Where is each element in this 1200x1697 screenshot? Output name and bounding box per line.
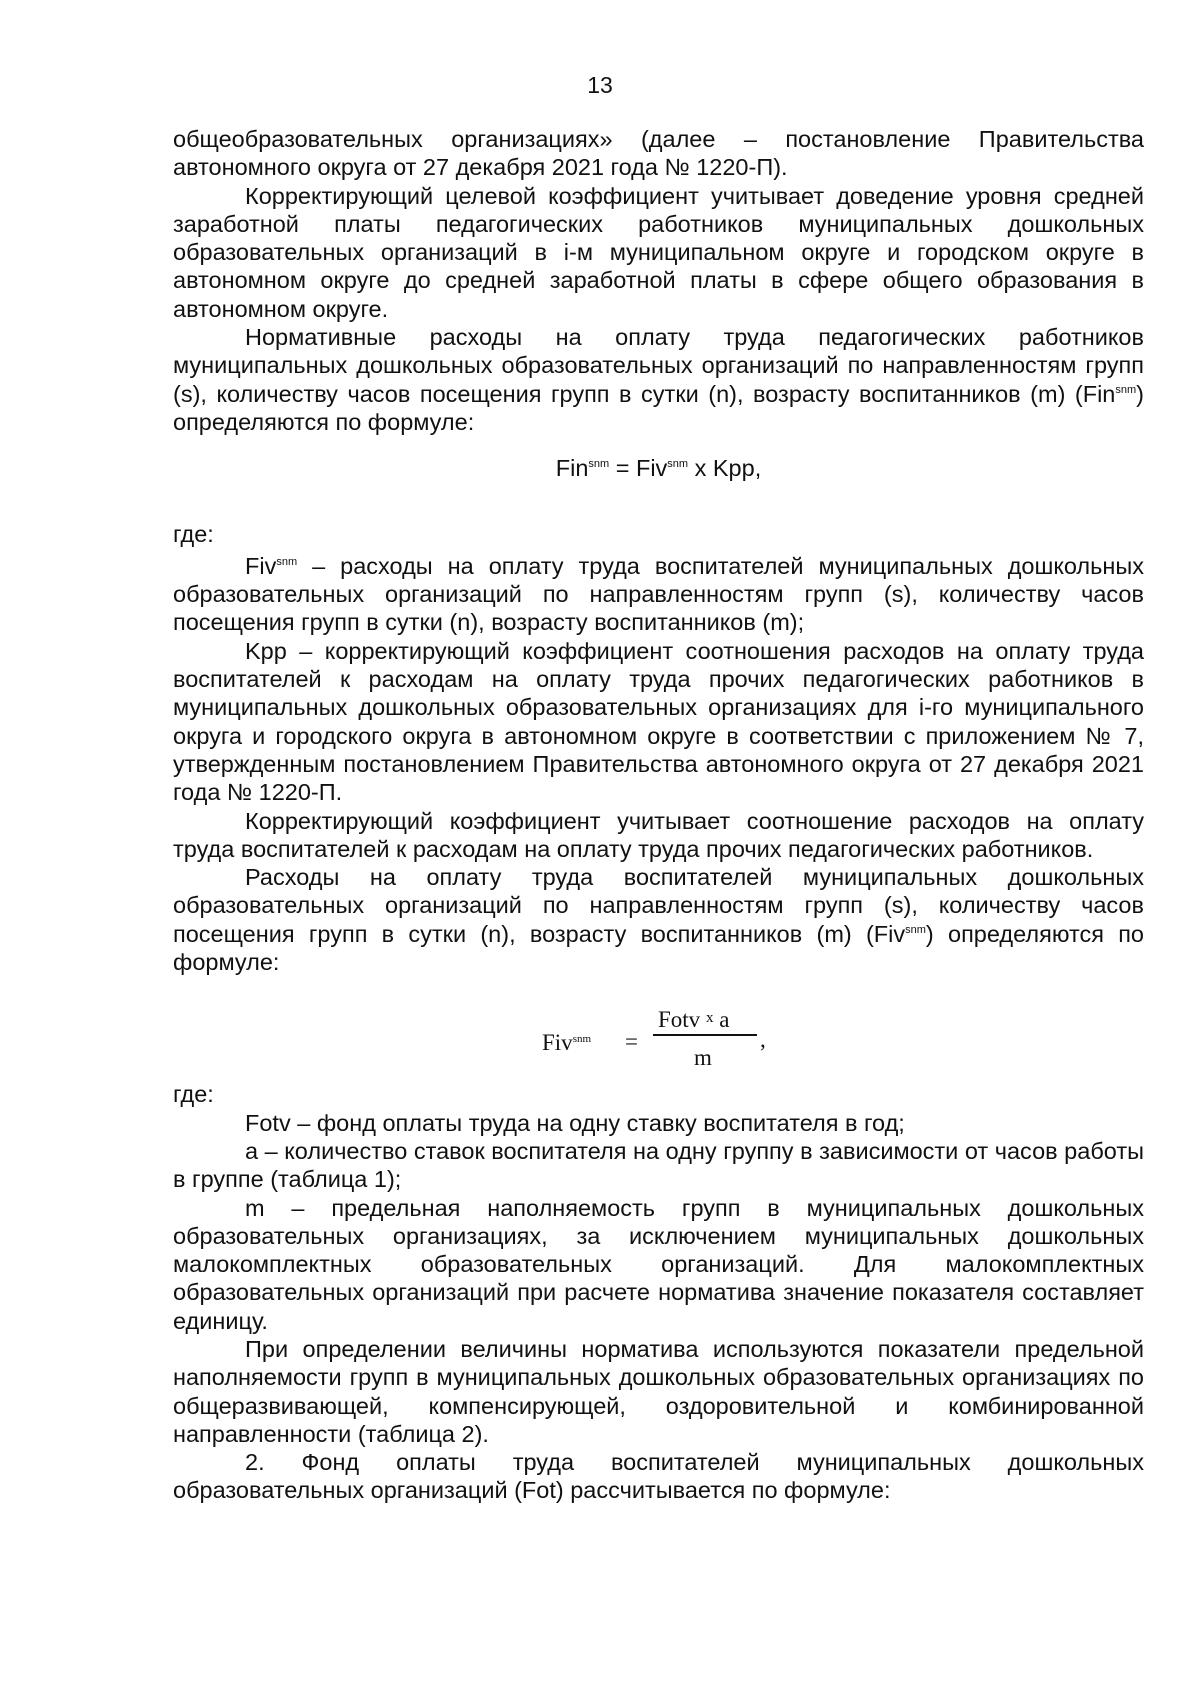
formula-lhs-text: Fiv [542,1030,573,1056]
numerator-text: a [713,1007,730,1033]
text: Fiv [245,552,277,579]
document-body [173,125,1144,1505]
paragraph-target-coefficient: Корректирующий целевой коэффициент учитывает доведение уровня средней заработной платы педагогических работников муниципальных дошкольных образовательных организаций в i-м муниципальном округе и городском округе в автономном округе до средней заработной платы в сфере общего образования в автономном округе. [173,182,1144,322]
formula-comma: , [760,1027,766,1053]
paragraph-fiv-intro [173,863,1144,976]
formula-numerator [658,1004,729,1034]
formula-lhs: Fin [555,455,589,482]
where-label: где: [173,520,214,547]
formula-equals: = [625,1029,638,1055]
text: Нормативные расходы на оплату труда педагогических работников муниципальных дошкольных образовательных организаций по направленностям групп (s), количеству часов посещения групп в сутки (n), возрасту воспитанников (m) (Fin [173,324,1144,407]
formula-mid-superscript: snm [667,458,689,471]
text: ) определяются по формуле: [173,920,1144,976]
paragraph-fot-intro: 2. Фонд оплаты труда воспитателей муниципальных дошкольных образовательных организаций (Fot) рассчитывается по формуле: [173,1449,1144,1504]
formula-lhs [542,1029,591,1057]
paragraph-fotv-definition: Fotv – фонд оплаты труда на одну ставку воспитателя в год; [245,1109,905,1136]
paragraph-normative-expenses [173,323,1144,436]
text: ) определяются по формуле: [173,380,1144,435]
paragraph-coefficient-note: Корректирующий коэффициент учитывает соотношение расходов на оплату труда воспитателей к расходам на оплату труда прочих педагогических работников. [173,807,1144,862]
formula-fiv [173,996,1144,1080]
text: Расходы на оплату труда воспитателей муниципальных дошкольных образовательных организаций по направленностям групп (s), количеству часов посещения групп в сутки (n), возрасту воспитанников (m) (Fiv [173,864,1144,947]
paragraph-continuation: общеобразовательных организациях» (далее – постановление Правительства автономного округа от 27 декабря 2021 года № 1220-П). [173,126,1144,181]
formula-lhs-superscript: snm [588,458,610,471]
numerator-text: Fotv [658,1007,706,1033]
text: – расходы на оплату труда воспитателей муниципальных дошкольных образовательных организаций по направленностям групп (s), количеству часов посещения групп в сутки (n), возрасту воспитанников (m); [173,552,1144,636]
fraction-bar [653,1034,757,1035]
paragraph-fiv-definition [173,552,1144,637]
superscript: snm [276,555,298,568]
paragraph-m-definition: m – предельная наполняемость групп в муниципальных дошкольных образовательных организациях, за исключением муниципальных дошкольных малокомплектных образовательных организаций. Для малокомплектных образовательных организаций при расчете норматива значение показателя составляет единицу. [173,1194,1144,1334]
paragraph-a-definition: a – количество ставок воспитателя на одну группу в зависимости от часов работы в группе (таблица 1); [173,1137,1144,1193]
superscript: snm [1115,383,1137,396]
formula-lhs-superscript: snm [572,1033,592,1046]
formula-mid: = Fiv [609,455,668,482]
where-label: где: [173,1081,214,1108]
times-sign: х [705,1010,714,1027]
formula-fin [173,454,1144,482]
formula-rhs: х Kрр, [688,455,762,482]
page-number: 13 [587,72,613,98]
superscript: snm [905,923,926,936]
formula-denominator: m [694,1045,712,1071]
paragraph-krr-definition: Kрр – корректирующий коэффициент соотношения расходов на оплату труда воспитателей к расходам на оплату труда прочих педагогических работников в муниципальных дошкольных образовательных организациях для i-го муниципального округа и городского округа в автономном округе в соответствии с приложением № 7, утвержденным постановлением Правительства автономного округа от 27 декабря 2021 года № 1220-П. [173,637,1144,806]
paragraph-norm-indicators: При определении величины норматива используются показатели предельной наполняемости групп в муниципальных дошкольных образовательных организациях по общеразвивающей, компенсирующей, оздоровительной и комбинированной направленности (таблица 2). [173,1335,1144,1447]
